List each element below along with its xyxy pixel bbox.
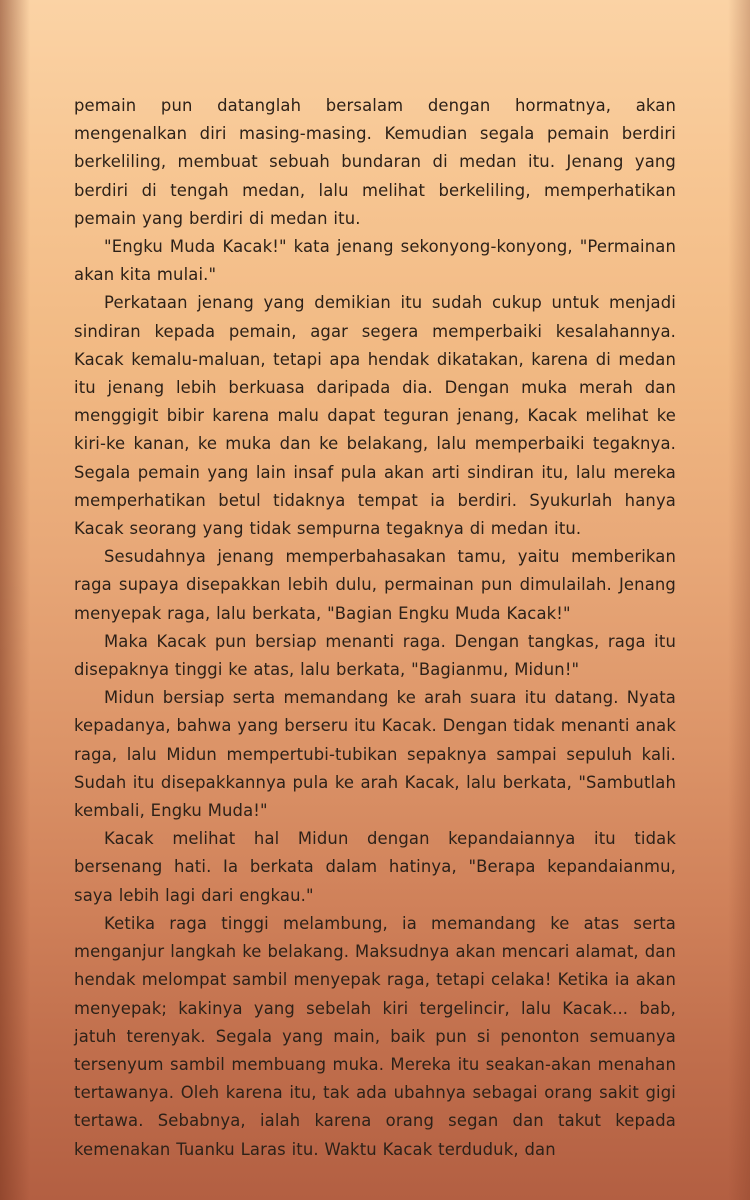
paragraph: Perkataan jenang yang demikian itu sudah cukup untuk menjadi sindiran kepada pemain, agar segera memperbaiki kesalahannya. Kacak kemalu-maluan, tetapi apa hendak dikatakan, karena di medan itu jenang lebih berkuasa daripada dia. Dengan muka merah dan menggigit bibir karena malu dapat teguran jenang, Kacak melihat ke kiri-ke kanan, ke muka dan ke belakang, lalu memperbaiki tegaknya. Segala pemain yang lain insaf pula akan arti sindiran itu, lalu mereka memperhatikan betul tidaknya tempat ia berdiri. Syukurlah hanya Kacak seorang yang tidak sempurna tegaknya di medan itu. [74,293,676,539]
text-column [74,92,676,1164]
paragraph: pemain pun datanglah bersalam dengan hormatnya, akan mengenalkan diri masing-masing. Kemudian segala pemain berdiri berkeliling, membuat sebuah bundaran di medan itu. Jenang yang berdiri di tengah medan, lalu melihat berkeliling, memperhatikan pemain yang berdiri di medan itu. [74,96,676,228]
paragraph: "Engku Muda Kacak!" kata jenang sekonyong-konyong, "Permainan akan kita mulai." [74,237,676,285]
paragraph: Ketika raga tinggi melambung, ia memandang ke atas serta menganjur langkah ke belakang. Maksudnya akan mencari alamat, dan hendak melompat sambil menyepak raga, tetapi celaka! Ketika ia akan menyepak; kakinya yang sebelah kiri tergelincir, lalu Kacak... bab, jatuh terenyak. Segala yang main, baik pun si penonton semuanya tersenyum sambil membuang muka. Mereka itu seakan-akan menahan tertawanya. Oleh karena itu, tak ada ubahnya sebagai orang sakit gigi tertawa. Sebabnya, ialah karena orang segan dan takut kepada kemenakan Tuanku Laras itu. Waktu Kacak terduduk, dan [74,913,676,1159]
paragraph: Maka Kacak pun bersiap menanti raga. Dengan tangkas, raga itu disepaknya tinggi ke atas, lalu berkata, "Bagianmu, Midun!" [74,631,676,680]
paragraph: Midun bersiap serta memandang ke arah suara itu datang. Nyata kepadanya, bahwa yang berseru itu Kacak. Dengan tidak menanti anak raga, lalu Midun mempertubi-tubikan sepaknya sampai sepuluh kali. Sudah itu disepakkannya pula ke arah Kacak, lalu berkata, "Sambutlah kembali, Engku Muda!" [74,688,676,821]
paragraph: Kacak melihat hal Midun dengan kepandaiannya itu tidak bersenang hati. Ia berkata dalam hatinya, "Berapa kepandaianmu, saya lebih lagi dari engkau." [74,829,676,905]
paragraph: Sesudahnya jenang memperbahasakan tamu, yaitu memberikan raga supaya disepakkan lebih dulu, permainan pun dimulailah. Jenang menyepak raga, lalu berkata, "Bagian Engku Muda Kacak!" [74,547,676,623]
